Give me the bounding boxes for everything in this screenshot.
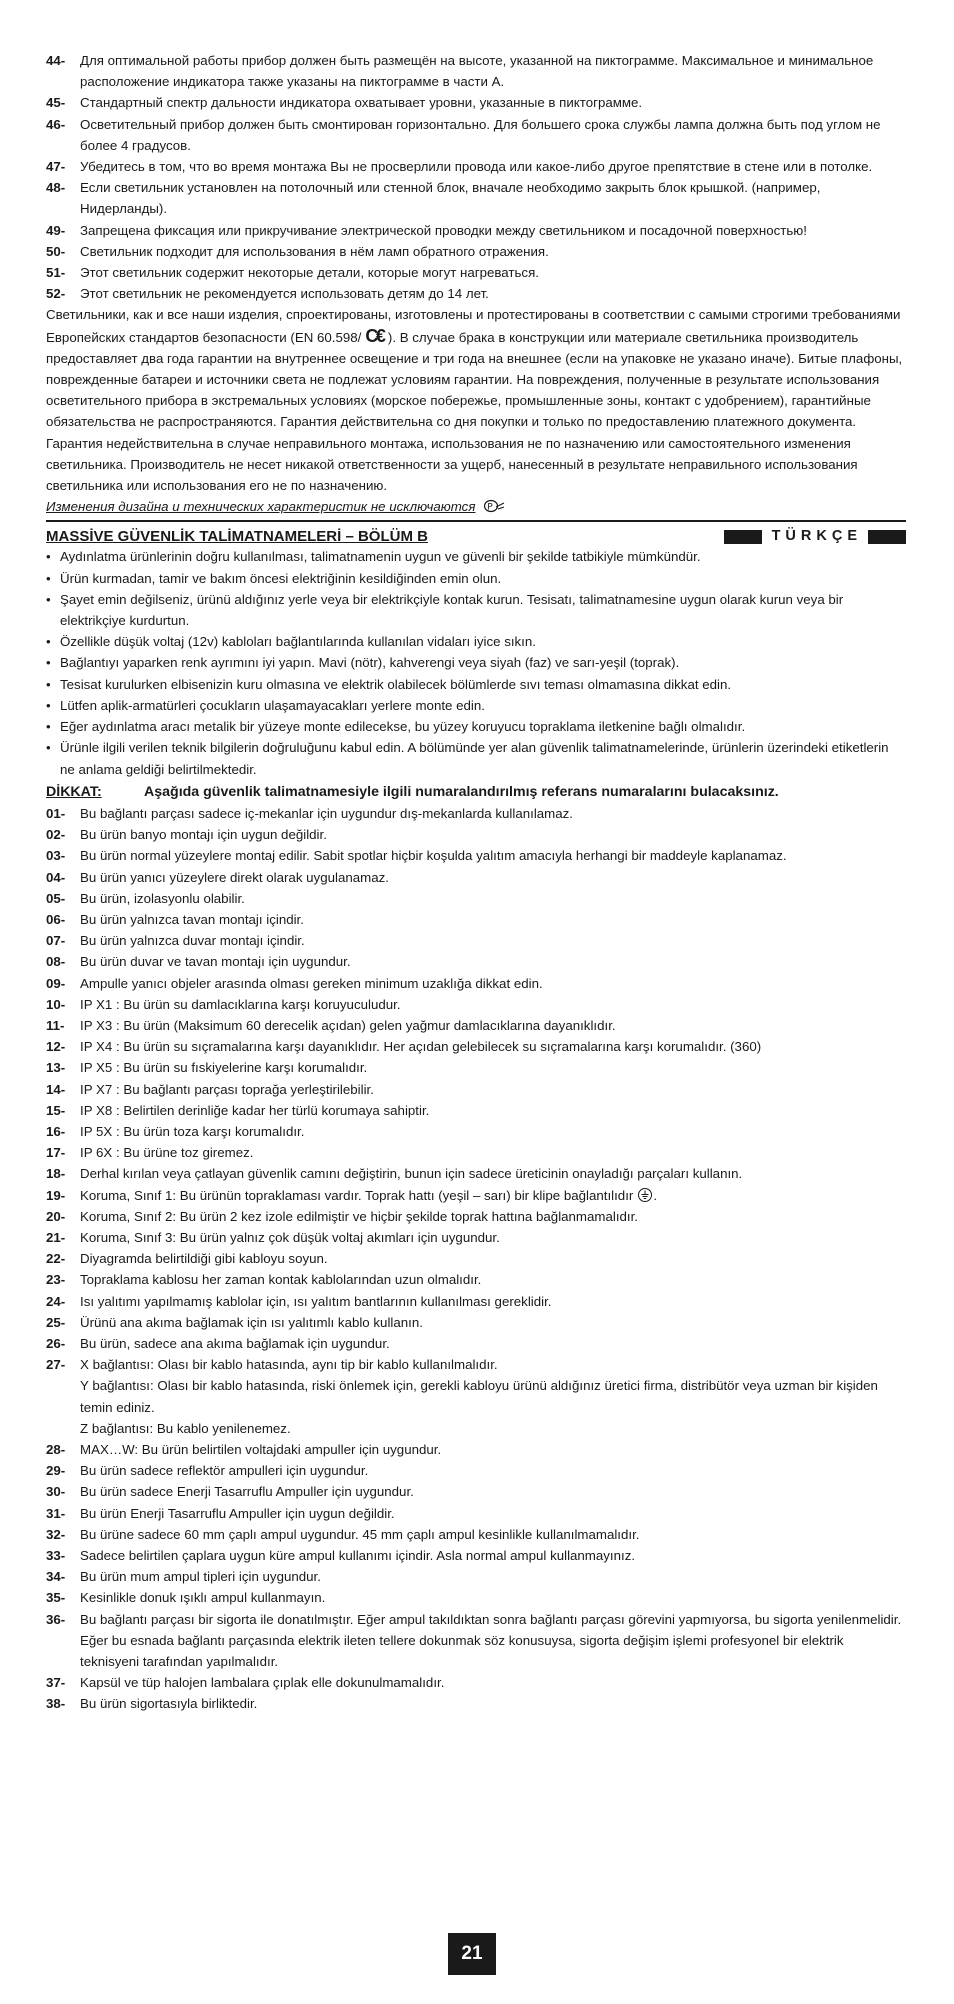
bullet-text: Eğer aydınlatma aracı metalik bir yüzeye monte edilecekse, bu yüzey koruyucu topraklama iletkenine bağlı olmalıdır. xyxy=(60,719,746,735)
item-text xyxy=(80,1545,906,1566)
item-text-content: Bu bağlantı parçası bir sigorta ile donatılmıştır. Eğer ampul takıldıktan sonra bağlantı parçası görevini yapmıyorsa, bu sigorta yenilenmelidir. Eğer bu esnada bağlantı parçasında elektrik ileten tellere dokunmak söz konusuysa, sigorta değişim işlemi profesyonel bir elektrik teknisyeni tarafından yapılmalıdır. xyxy=(80,1611,902,1670)
item-text-content: Y bağlantısı: Olası bir kablo hatasında, riski önlemek için, gerekli kabloyu ürünü aldığınız üretici firma, distribütör veya uzman bir kişiden temin ediniz. xyxy=(80,1378,878,1415)
item-text-content: Isı yalıtımı yapılmamış kablolar için, ısı yalıtım bantlarının kullanılması gereklidir. xyxy=(80,1293,552,1309)
item-text-content: Bu ürün, sadece ana akıma bağlamak için uygundur. xyxy=(80,1335,390,1351)
list-item xyxy=(46,1185,906,1206)
item-number: 33- xyxy=(46,1548,66,1564)
item-text-content: IP 5X : Bu ürün toza karşı korumalıdır. xyxy=(80,1123,305,1139)
item-text-content: Этот светильник содержит некоторые детали, которые могут нагреваться. xyxy=(80,265,539,281)
item-text xyxy=(80,1057,906,1078)
item-text xyxy=(80,803,906,824)
list-item xyxy=(46,867,906,888)
item-number: 25- xyxy=(46,1314,66,1330)
ru-note-line xyxy=(46,496,906,517)
item-text xyxy=(80,156,906,177)
ce-mark-logo: C⁠ € xyxy=(365,325,384,346)
item-text-content: Запрещена фиксация или прикручивание электрической проводки между светильником и посадочной поверхностью! xyxy=(80,222,807,238)
item-text xyxy=(80,994,906,1015)
item-number: 09- xyxy=(46,975,66,991)
item-text-content: Bu ürün banyo montajı için uygun değildir. xyxy=(80,827,327,843)
list-item xyxy=(46,1354,906,1375)
list-item xyxy=(46,951,906,972)
item-text xyxy=(80,845,906,866)
item-text-content: Светильник подходит для использования в нём ламп обратного отражения. xyxy=(80,243,549,259)
bullet-item xyxy=(46,589,906,631)
item-number: 28- xyxy=(46,1442,66,1457)
item-text xyxy=(80,1566,906,1587)
item-text-content: Bu ürün mum ampul tipleri için uygundur. xyxy=(80,1569,321,1585)
item-text xyxy=(80,1248,906,1269)
bullet-icon: • xyxy=(46,549,51,565)
item-number: 32- xyxy=(46,1526,66,1542)
item-number: 10- xyxy=(46,996,66,1012)
earth-ground-icon xyxy=(637,1187,653,1203)
item-number: 31- xyxy=(46,1505,66,1521)
item-text-content: Ampulle yanıcı objeler arasında olması gereken minimum uzaklığa dikkat edin. xyxy=(80,975,543,991)
item-text xyxy=(80,1587,906,1608)
item-number: 37- xyxy=(46,1675,66,1691)
list-item xyxy=(46,1312,906,1333)
item-number: 44- xyxy=(46,53,66,68)
item-text-content: Diyagramda belirtildiği gibi kabloyu soyun. xyxy=(80,1251,328,1267)
warranty-text-b: ). В случае брака в конструкции или материале светильника производитель предоставляет два года гарантии на внутреннее освещение и три года на внешнее (если на упаковке не указано иначе). Битые плафоны, поврежденные батареи и источники света не подлежат условиям гарантии. На повреждения, полученные в результате использования осветительного прибора в экстремальных условиях (морское побережье, промышленные зоны, контакт с удобрением), гарантийные обязательства не распространяются. Гарантия действительна со дня покупки и только по предоставлению платежного документа. Гарантия недействительна в случае неправильного монтажа, использования не по назначению или самостоятельного изменения светильника. Производитель не несет никакой ответственности за ущерб, нанесенный в результате неправильного использования светильника или использования его не по назначению. xyxy=(46,329,903,494)
item-number: 07- xyxy=(46,933,66,949)
item-text xyxy=(80,1291,906,1312)
item-text-suffix: . xyxy=(653,1187,658,1203)
item-text-content: IP X4 : Bu ürün su sıçramalarına karşı dayanıklıdır. Her açıdan gelebilecek su sıçramalarına karşı korumalıdır. (360) xyxy=(80,1039,762,1055)
bullet-item xyxy=(46,674,906,695)
bullet-text: Aydınlatma ürünlerinin doğru kullanılması, talimatnamenin uygun ve güvenli bir şekilde tatbikiyle mümkündür. xyxy=(60,549,701,565)
list-item xyxy=(46,1248,906,1269)
item-number: 02- xyxy=(46,827,66,843)
warranty-text-a: Светильники, как и все наши изделия, спроектированы, изготовлены и протестированы в соответствии с самыми строгими требованиями Европейских стандартов безопасности (EN 60.598/ xyxy=(46,307,901,345)
item-number: 30- xyxy=(46,1484,66,1500)
list-item xyxy=(46,283,906,304)
section-header xyxy=(46,520,906,546)
item-number: 27- xyxy=(46,1357,66,1373)
item-number: 35- xyxy=(46,1590,66,1606)
item-number: 16- xyxy=(46,1123,66,1139)
item-text-content: Kapsül ve tüp halojen lambalara çıplak elle dokunulmamalıdır. xyxy=(80,1675,445,1691)
list-item xyxy=(46,1375,906,1417)
bullet-item xyxy=(46,737,906,779)
list-item xyxy=(46,1524,906,1545)
list-item xyxy=(46,930,906,951)
item-number: 47- xyxy=(46,159,66,175)
list-item xyxy=(46,909,906,930)
item-text-content: Z bağlantısı: Bu kablo yenilenemez. xyxy=(80,1420,291,1436)
item-number: 19- xyxy=(46,1187,66,1203)
item-number: 08- xyxy=(46,954,66,970)
list-item xyxy=(46,50,906,92)
item-text xyxy=(80,1503,906,1524)
item-text xyxy=(80,973,906,994)
list-item xyxy=(46,92,906,113)
bullet-text: Şayet emin değilseniz, ürünü aldığınız yerle veya bir elektrikçiyle kontak kurun. Tesisatı, talimatnamesine uygun olarak kurun veya bir elektrikçiye kurdurtun. xyxy=(60,591,844,629)
item-text xyxy=(80,1227,906,1248)
item-text-content: Bu ürün yalnızca duvar montajı içindir. xyxy=(80,933,305,949)
list-item xyxy=(46,845,906,866)
item-text xyxy=(80,1524,906,1545)
item-number: 24- xyxy=(46,1293,66,1309)
svg-text:P: P xyxy=(487,502,494,513)
item-text xyxy=(80,1439,906,1460)
item-text xyxy=(80,1185,906,1206)
bullet-icon: • xyxy=(46,719,51,735)
list-item xyxy=(46,1693,906,1714)
list-item xyxy=(46,1079,906,1100)
item-text xyxy=(80,1460,906,1481)
bullet-text: Lütfen aplik-armatürleri çocukların ulaşamayacakları yerlere monte edin. xyxy=(60,697,485,713)
bullet-item xyxy=(46,716,906,737)
bullet-item xyxy=(46,568,906,589)
item-text-content: Bu ürüne sadece 60 mm çaplı ampul uygundur. 45 mm çaplı ampul kesinlikle kullanılmamalıdır. xyxy=(80,1526,640,1542)
item-number: 21- xyxy=(46,1229,66,1245)
item-number: 03- xyxy=(46,848,66,864)
item-text xyxy=(80,1269,906,1290)
bullet-icon: • xyxy=(46,655,51,671)
item-text-content: Topraklama kablosu her zaman kontak kablolarından uzun olmalıdır. xyxy=(80,1272,482,1288)
item-text-content: Bu ürün duvar ve tavan montajı için uygundur. xyxy=(80,954,351,970)
tr-bullet-list xyxy=(46,546,906,779)
item-text-content: IP X3 : Bu ürün (Maksimum 60 derecelik açıdan) gelen yağmur damlacıklarına dayanıklıdır. xyxy=(80,1017,616,1033)
list-item xyxy=(46,1227,906,1248)
item-text-content: IP X5 : Bu ürün su fıskiyelerine karşı korumalıdır. xyxy=(80,1060,368,1076)
item-text xyxy=(80,1036,906,1057)
bullet-item xyxy=(46,652,906,673)
list-item xyxy=(46,156,906,177)
item-text-content: IP X8 : Belirtilen derinliğe kadar her türlü korumaya sahiptir. xyxy=(80,1102,430,1118)
item-text xyxy=(80,262,906,283)
item-number: 17- xyxy=(46,1145,66,1161)
item-text xyxy=(80,177,906,219)
item-text-content: Koruma, Sınıf 3: Bu ürün yalnız çok düşük voltaj akımları için uygundur. xyxy=(80,1229,500,1245)
list-item xyxy=(46,1418,906,1439)
item-text xyxy=(80,1333,906,1354)
item-text xyxy=(80,1609,906,1673)
page-number: 21 xyxy=(448,1933,496,1975)
item-number: 23- xyxy=(46,1272,66,1288)
list-item xyxy=(46,1100,906,1121)
list-item xyxy=(46,220,906,241)
item-text-content: Ürünü ana akıma bağlamak için ısı yalıtımlı kablo kullanın. xyxy=(80,1314,423,1330)
list-item xyxy=(46,177,906,219)
list-item xyxy=(46,1121,906,1142)
item-text-content: Если светильник установлен на потолочный или стенной блок, вначале необходимо закрыть блок крышкой. (например, Нидерланды). xyxy=(80,180,821,217)
bullet-icon: • xyxy=(46,697,51,713)
item-text-content: Bu ürün normal yüzeylere montaj edilir. Sabit spotlar hiçbir koşulda yalıtım amacıyla herhangi bir maddeyle kaplanamaz. xyxy=(80,848,787,864)
item-number: 48- xyxy=(46,180,66,196)
ru-design-note: Изменения дизайна и технических характеристик не исключаются xyxy=(46,499,476,515)
bullet-item xyxy=(46,631,906,652)
item-text-content: Bu ürün, izolasyonlu olabilir. xyxy=(80,890,245,906)
item-text xyxy=(80,824,906,845)
item-number: 38- xyxy=(46,1696,66,1712)
item-number: 01- xyxy=(46,805,66,821)
pen-icon xyxy=(483,499,505,513)
item-text xyxy=(80,1375,906,1417)
item-text xyxy=(80,888,906,909)
bullet-text: Ürün kurmadan, tamir ve bakım öncesi elektriğinin kesildiğinden emin olun. xyxy=(60,570,502,586)
item-number: 49- xyxy=(46,222,66,238)
bullet-item xyxy=(46,695,906,716)
item-number: 14- xyxy=(46,1081,66,1097)
item-number: 46- xyxy=(46,116,66,132)
item-number: 18- xyxy=(46,1166,66,1182)
item-text-content: IP 6X : Bu ürüne toz giremez. xyxy=(80,1145,254,1161)
item-text-content: Bu bağlantı parçası sadece iç-mekanlar için uygundur dış-mekanlarda kullanılamaz. xyxy=(80,805,573,821)
item-text-content: Sadece belirtilen çaplara uygun küre ampul kullanımı içindir. Asla normal ampul kullanmayınız. xyxy=(80,1548,636,1564)
item-number: 06- xyxy=(46,911,66,927)
item-text-content: Derhal kırılan veya çatlayan güvenlik camını değiştirin, bunun için sadece üreticinin onayladığı parçaları kullanın. xyxy=(80,1166,743,1182)
item-text-content: Убедитесь в том, что во время монтажа Вы не просверлили провода или какое-либо другое препятствие в стене или в потолке. xyxy=(80,159,873,175)
ru-numbered-list xyxy=(46,50,906,304)
list-item xyxy=(46,1545,906,1566)
item-text xyxy=(80,909,906,930)
item-text xyxy=(80,930,906,951)
list-item xyxy=(46,1269,906,1290)
item-text xyxy=(80,1418,906,1439)
item-text-content: IP X1 : Bu ürün su damlacıklarına karşı koruyuculudur. xyxy=(80,996,401,1012)
list-item xyxy=(46,1460,906,1481)
warning-text: Aşağıda güvenlik talimatnamesiyle ilgili numaralandırılmış referans numaralarını bulacaksınız. xyxy=(144,783,779,800)
bullet-text: Ürünle ilgili verilen teknik bilgilerin doğruluğunu kabul edin. A bölümünde yer alan güvenlik talimatnamelerinde, ürünlerin üzerindeki etiketlerin ne anlama geldiği belirtilmektedir. xyxy=(60,740,889,777)
item-number: 12- xyxy=(46,1039,66,1055)
list-item xyxy=(46,973,906,994)
list-item xyxy=(46,803,906,824)
item-text xyxy=(80,1481,906,1502)
item-text xyxy=(80,1672,906,1693)
list-item xyxy=(46,1206,906,1227)
item-text xyxy=(80,1354,906,1375)
item-text xyxy=(80,92,906,113)
item-number: 05- xyxy=(46,890,66,906)
item-text xyxy=(80,951,906,972)
item-text-content: MAX…W: Bu ürün belirtilen voltajdaki ampuller için uygundur. xyxy=(80,1442,442,1457)
item-text xyxy=(80,1100,906,1121)
item-text-content: Этот светильник не рекомендуется использовать детям до 14 лет. xyxy=(80,286,489,302)
item-text xyxy=(80,50,906,92)
item-number: 51- xyxy=(46,265,66,281)
warning-key: DİKKAT: xyxy=(46,783,102,800)
item-text xyxy=(80,114,906,156)
item-number: 29- xyxy=(46,1463,66,1479)
item-text xyxy=(80,867,906,888)
item-text-content: Bu ürün sadece reflektör ampulleri için uygundur. xyxy=(80,1463,369,1479)
list-item xyxy=(46,1503,906,1524)
bullet-item xyxy=(46,546,906,567)
list-item xyxy=(46,262,906,283)
ru-warranty-paragraph xyxy=(46,304,906,496)
manual-page xyxy=(46,50,906,1715)
item-text xyxy=(80,1163,906,1184)
bullet-icon: • xyxy=(46,676,51,692)
list-item xyxy=(46,994,906,1015)
item-text xyxy=(80,241,906,262)
list-item xyxy=(46,1439,906,1460)
list-item xyxy=(46,1333,906,1354)
item-text-content: Bu ürün yanıcı yüzeylere direkt olarak uygulanamaz. xyxy=(80,869,389,885)
bullet-text: Tesisat kurulurken elbisenizin kuru olmasına ve elektrik olabilecek bölümlerde sıvı teması olmamasına dikkat edin. xyxy=(60,676,732,692)
item-number: 13- xyxy=(46,1060,66,1076)
item-text xyxy=(80,1312,906,1333)
item-text xyxy=(80,1206,906,1227)
list-item xyxy=(46,1142,906,1163)
bullet-icon: • xyxy=(46,591,51,607)
section-title: MASSİVE GÜVENLİK TALİMATNAMELERİ – BÖLÜM B xyxy=(46,528,428,546)
item-text-content: Для оптимальной работы прибор должен быть размещён на высоте, указанной на пиктограмме. Максимальное и минимальное расположение индикатора также указаны на пиктограмме в части A. xyxy=(80,53,874,90)
item-text-content: Стандартный спектр дальности индикатора охватывает уровни, указанные в пиктограмме. xyxy=(80,95,643,111)
item-text-content: IP X7 : Bu bağlantı parçası toprağa yerleştirilebilir. xyxy=(80,1081,374,1097)
language-bar-right xyxy=(868,530,906,544)
list-item xyxy=(46,888,906,909)
item-text xyxy=(80,1142,906,1163)
list-item xyxy=(46,1672,906,1693)
item-number: 50- xyxy=(46,243,66,259)
item-text-content: Koruma, Sınıf 1: Bu ürünün topraklaması vardır. Toprak hattı (yeşil – sarı) bir klipe bağlantılıdır xyxy=(80,1187,634,1203)
bullet-icon: • xyxy=(46,570,51,586)
item-text-content: Bu ürün sadece Enerji Tasarruflu Ampuller için uygundur. xyxy=(80,1484,414,1500)
list-item xyxy=(46,1036,906,1057)
item-number: 45- xyxy=(46,95,66,111)
item-number: 52- xyxy=(46,286,66,302)
item-number: 26- xyxy=(46,1335,66,1351)
bullet-text: Özellikle düşük voltaj (12v) kabloları bağlantılarında kullanılan vidaları iyice sıkın. xyxy=(60,634,536,650)
language-tag xyxy=(724,526,906,547)
item-text-content: Осветительный прибор должен быть смонтирован горизонтально. Для большего срока службы лампа должна быть под углом не более 4 градусов. xyxy=(80,116,881,153)
language-bar-left xyxy=(724,530,762,544)
item-number: 22- xyxy=(46,1251,66,1267)
warning-block xyxy=(46,782,906,803)
list-item xyxy=(46,824,906,845)
item-text-content: Koruma, Sınıf 2: Bu ürün 2 kez izole edilmiştir ve hiçbir şekilde toprak hattına bağlanmamalıdır. xyxy=(80,1208,639,1224)
language-label: TÜRKÇE xyxy=(771,528,862,545)
list-item xyxy=(46,1291,906,1312)
item-text xyxy=(80,220,906,241)
bullet-text: Bağlantıyı yaparken renk ayrımını iyi yapın. Mavi (nötr), kahverengi veya siyah (faz) ve sarı-yeşil (toprak). xyxy=(60,655,680,671)
list-item xyxy=(46,1015,906,1036)
item-number: 34- xyxy=(46,1569,66,1585)
list-item xyxy=(46,1587,906,1608)
bullet-icon: • xyxy=(46,634,51,650)
item-number: 20- xyxy=(46,1208,66,1224)
item-number: 11- xyxy=(46,1017,65,1033)
list-item xyxy=(46,241,906,262)
bullet-icon: • xyxy=(46,740,51,756)
item-text xyxy=(80,1693,906,1714)
item-number: 04- xyxy=(46,869,66,885)
list-item xyxy=(46,114,906,156)
list-item xyxy=(46,1566,906,1587)
list-item xyxy=(46,1057,906,1078)
item-text-content: Kesinlikle donuk ışıklı ampul kullanmayın. xyxy=(80,1590,326,1606)
tr-numbered-list xyxy=(46,803,906,1715)
item-text xyxy=(80,1121,906,1142)
item-number: 36- xyxy=(46,1611,66,1627)
item-text-content: Bu ürün sigortasıyla birliktedir. xyxy=(80,1696,258,1712)
list-item xyxy=(46,1163,906,1184)
item-text-content: X bağlantısı: Olası bir kablo hatasında, aynı tip bir kablo kullanılmalıdır. xyxy=(80,1357,498,1373)
item-text xyxy=(80,1079,906,1100)
list-item xyxy=(46,1481,906,1502)
list-item xyxy=(46,1609,906,1673)
item-text xyxy=(80,283,906,304)
item-text xyxy=(80,1015,906,1036)
item-text-content: Bu ürün Enerji Tasarruflu Ampuller için uygun değildir. xyxy=(80,1505,395,1521)
item-text-content: Bu ürün yalnızca tavan montajı içindir. xyxy=(80,911,304,927)
item-number: 15- xyxy=(46,1102,66,1118)
